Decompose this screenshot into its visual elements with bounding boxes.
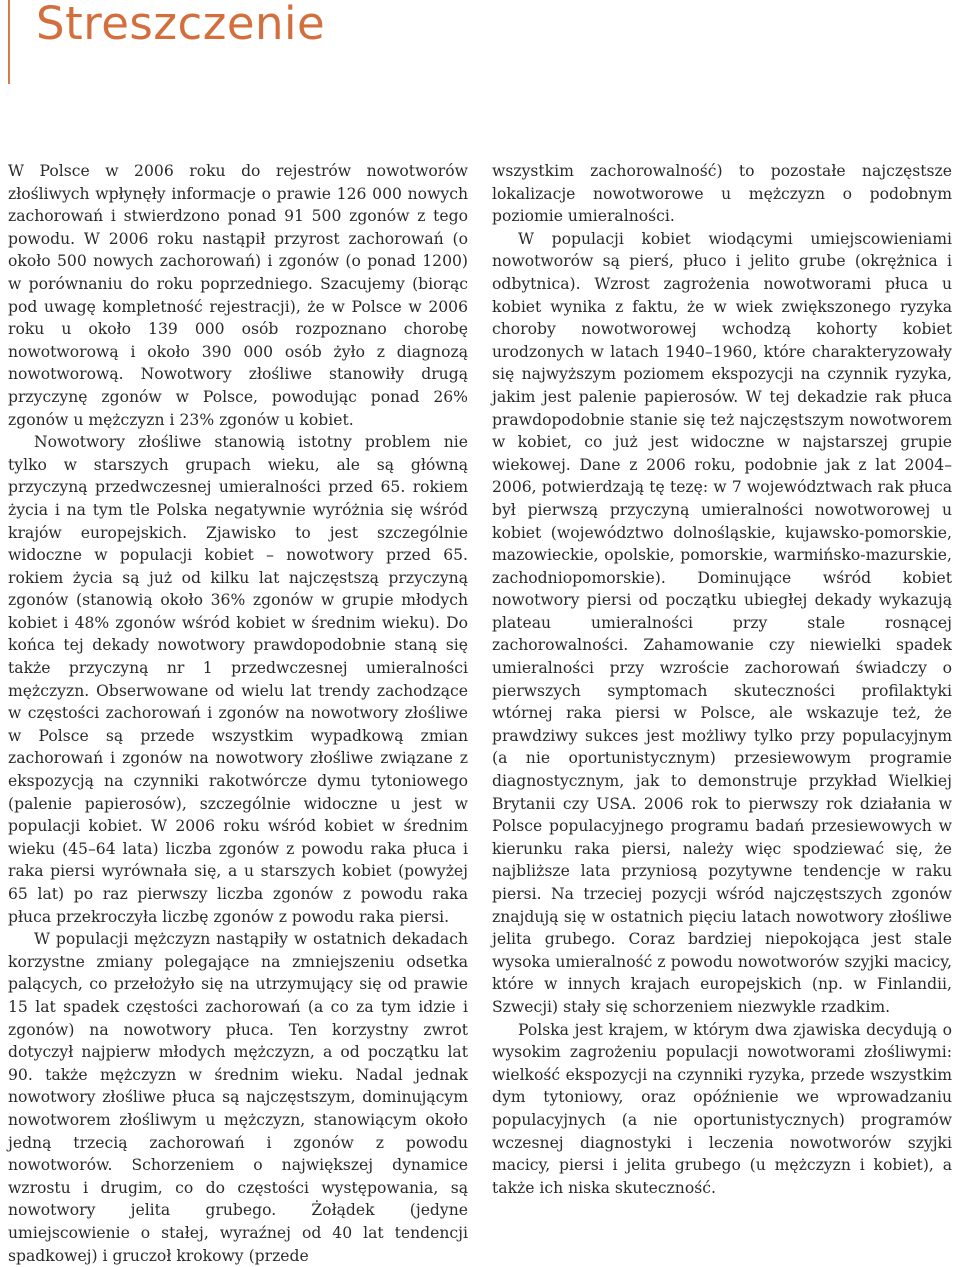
paragraph: Polska jest krajem, w którym dwa zjawiska decydują o wysokim zagrożeniu populacji nowotworami złośliwymi: wielkość ekspozycji na czynniki ryzyka, przede wszystkim dym tytoniowy, oraz opóźnienie we wprowadzaniu populacyjnych (a nie oportunistycznych) programów wczesnej diagnostyki i leczenia nowotworów szyjki macicy, piersi i jelita grubego (u mężczyzn i kobiet), a także ich niska skuteczność.	[492, 1020, 952, 1197]
paragraph: wszystkim zachorowalność) to pozostałe najczęstsze lokalizacje nowotworowe u mężczyzn o podobnym poziomie umieralności.	[492, 162, 952, 226]
title-accent-bar	[8, 0, 10, 84]
right-column	[492, 160, 952, 1267]
paragraph: W populacji kobiet wiodącymi umiejscowieniami nowotworów są pierś, płuco i jelito grube (okrężnica i odbytnica). Wzrost zagrożenia nowotworami płuca u kobiet wynika z faktu, że w wiek zwiększonego ryzyka choroby nowotworowej wchodzą kohorty kobiet urodzonych w latach 1940–1960, które charakteryzowały się najwyższym poziomem ekspozycji na czynnik ryzyka, jakim jest palenie papierosów. W tej dekadzie rak płuca prawdopodobnie stanie się też najczęstszym nowotworem w kobiet, co już jest widoczne w najstarszej grupie wiekowej. Dane z 2006 roku, podobnie jak z lat 2004–2006, potwierdzają tę tezę: w 7 województwach rak płuca był pierwszą przyczyną umieralności nowotworowej u kobiet (województwo dolnośląskie, kujawsko-pomorskie, mazowieckie, opolskie, pomorskie, warmińsko-mazurskie, zachodniopomorskie). Dominujące wśród kobiet nowotwory piersi od początku ubiegłej dekady wykazują plateau umieralności przy stale rosnącej zachorowalności. Zahamowanie czy niewielki spadek umieralności przy wzroście zachorowań świadczy o pierwszych symptomach skuteczności profilaktyki wtórnej raka piersi w Polsce, ale wskazuje też, że prawdziwy sukces jest możliwy tylko przy populacyjnym (a nie oportunistycznym) przesiewowym programie diagnostycznym, jak to demonstruje przykład Wielkiej Brytanii czy USA. 2006 rok to pierwszy rok działania w Polsce populacyjnego programu badań przesiewowych w kierunku raka piersi, należy więc spodziewać się, że najbliższe lata przyniosą pozytywne tendencje w raku piersi. Na trzeciej pozycji wśród najczęstszych zgonów znajdują się w ostatnich pięciu latach nowotwory złośliwe jelita grubego. Coraz bardziej niepokojąca jest stale wysoka umieralność z powodu nowotworów szyjki macicy, które w innych krajach europejskich (np. w Finlandii, Szwecji) stały się schorzeniem niezwykle rzadkim.	[492, 229, 952, 1016]
left-column	[8, 160, 468, 1267]
text-columns	[8, 160, 952, 1267]
paragraph: Nowotwory złośliwe stanowią istotny problem nie tylko w starszych grupach wieku, ale są główną przyczyną przedwczesnej umieralności przed 65. rokiem życia i na tym tle Polska negatywnie wyróżnia się wśród krajów europejskich. Zjawisko to jest szczególnie widoczne w populacji kobiet – nowotwory przed 65. rokiem życia są już od kilku lat najczęstszą przyczyną zgonów (stanowią około 36% zgonów w grupie młodych kobiet i 48% zgonów wśród kobiet w średnim wieku). Do końca tej dekady nowotwory prawdopodobnie staną się także przyczyną nr 1 przedwczesnej umieralności mężczyzn. Obserwowane od wielu lat trendy zachodzące w częstości zachorowań i zgonów na nowotwory złośliwe w Polsce są przede wszystkim wypadkową zmian zachorowań i zgonów na nowotwory złośliwe związane z ekspozycją na czynniki rakotwórcze dymu tytoniowego (palenie papierosów), szczególnie widoczne u jest w populacji kobiet. W 2006 roku wśród kobiet w średnim wieku (45–64 lata) liczba zgonów z powodu raka płuca i raka piersi wyrównała się, a u starszych kobiet (powyżej 65 lat) po raz pierwszy liczba zgonów z powodu raka płuca przekroczyła liczbę zgonów z powodu raka piersi.	[8, 433, 468, 926]
paragraph: W populacji mężczyzn nastąpiły w ostatnich dekadach korzystne zmiany polegające na zmniejszeniu odsetka palących, co przełożyło się na utrzymujący się od prawie 15 lat spadek częstości zachorowań (a co za tym idzie i zgonów) na nowotwory płuca. Ten korzystny zwrot dotyczył najpierw młodych mężczyzn, a od początku lat 90. także mężczyzn w średnim wieku. Nadal jednak nowotwory złośliwe płuca są najczęstszym, dominującym nowotworem złośliwym u mężczyzn, stanowiącym około jedną trzecią zachorowań i zgonów z powodu nowotworów. Schorzeniem o największej dynamice wzrostu i drugim, co do częstości występowania, są nowotwory jelita grubego. Żołądek (jedyne umiejscowienie o stałej, wyraźnej od 40 lat tendencji spadkowej) i gruczoł krokowy (przede	[8, 930, 468, 1265]
paragraph: W Polsce w 2006 roku do rejestrów nowotworów złośliwych wpłynęły informacje o prawie 126 000 nowych zachorowań i stwierdzono ponad 91 500 zgonów z tego powodu. W 2006 roku nastąpił przyrost zachorowań (o około 500 nowych zachorowań) i zgonów (o ponad 1200) w porównaniu do roku poprzedniego. Szacujemy (biorąc pod uwagę kompletność rejestracji), że w Polsce w 2006 roku u około 139 000 osób rozpoznano chorobę nowotworową i około 390 000 osób żyło z diagnozą nowotworową. Nowotwory złośliwe stanowiły drugą przyczynę zgonów w Polsce, powodując ponad 26% zgonów u mężczyzn i 23% zgonów u kobiet.	[8, 162, 468, 429]
page-title: Streszczenie	[36, 0, 326, 50]
